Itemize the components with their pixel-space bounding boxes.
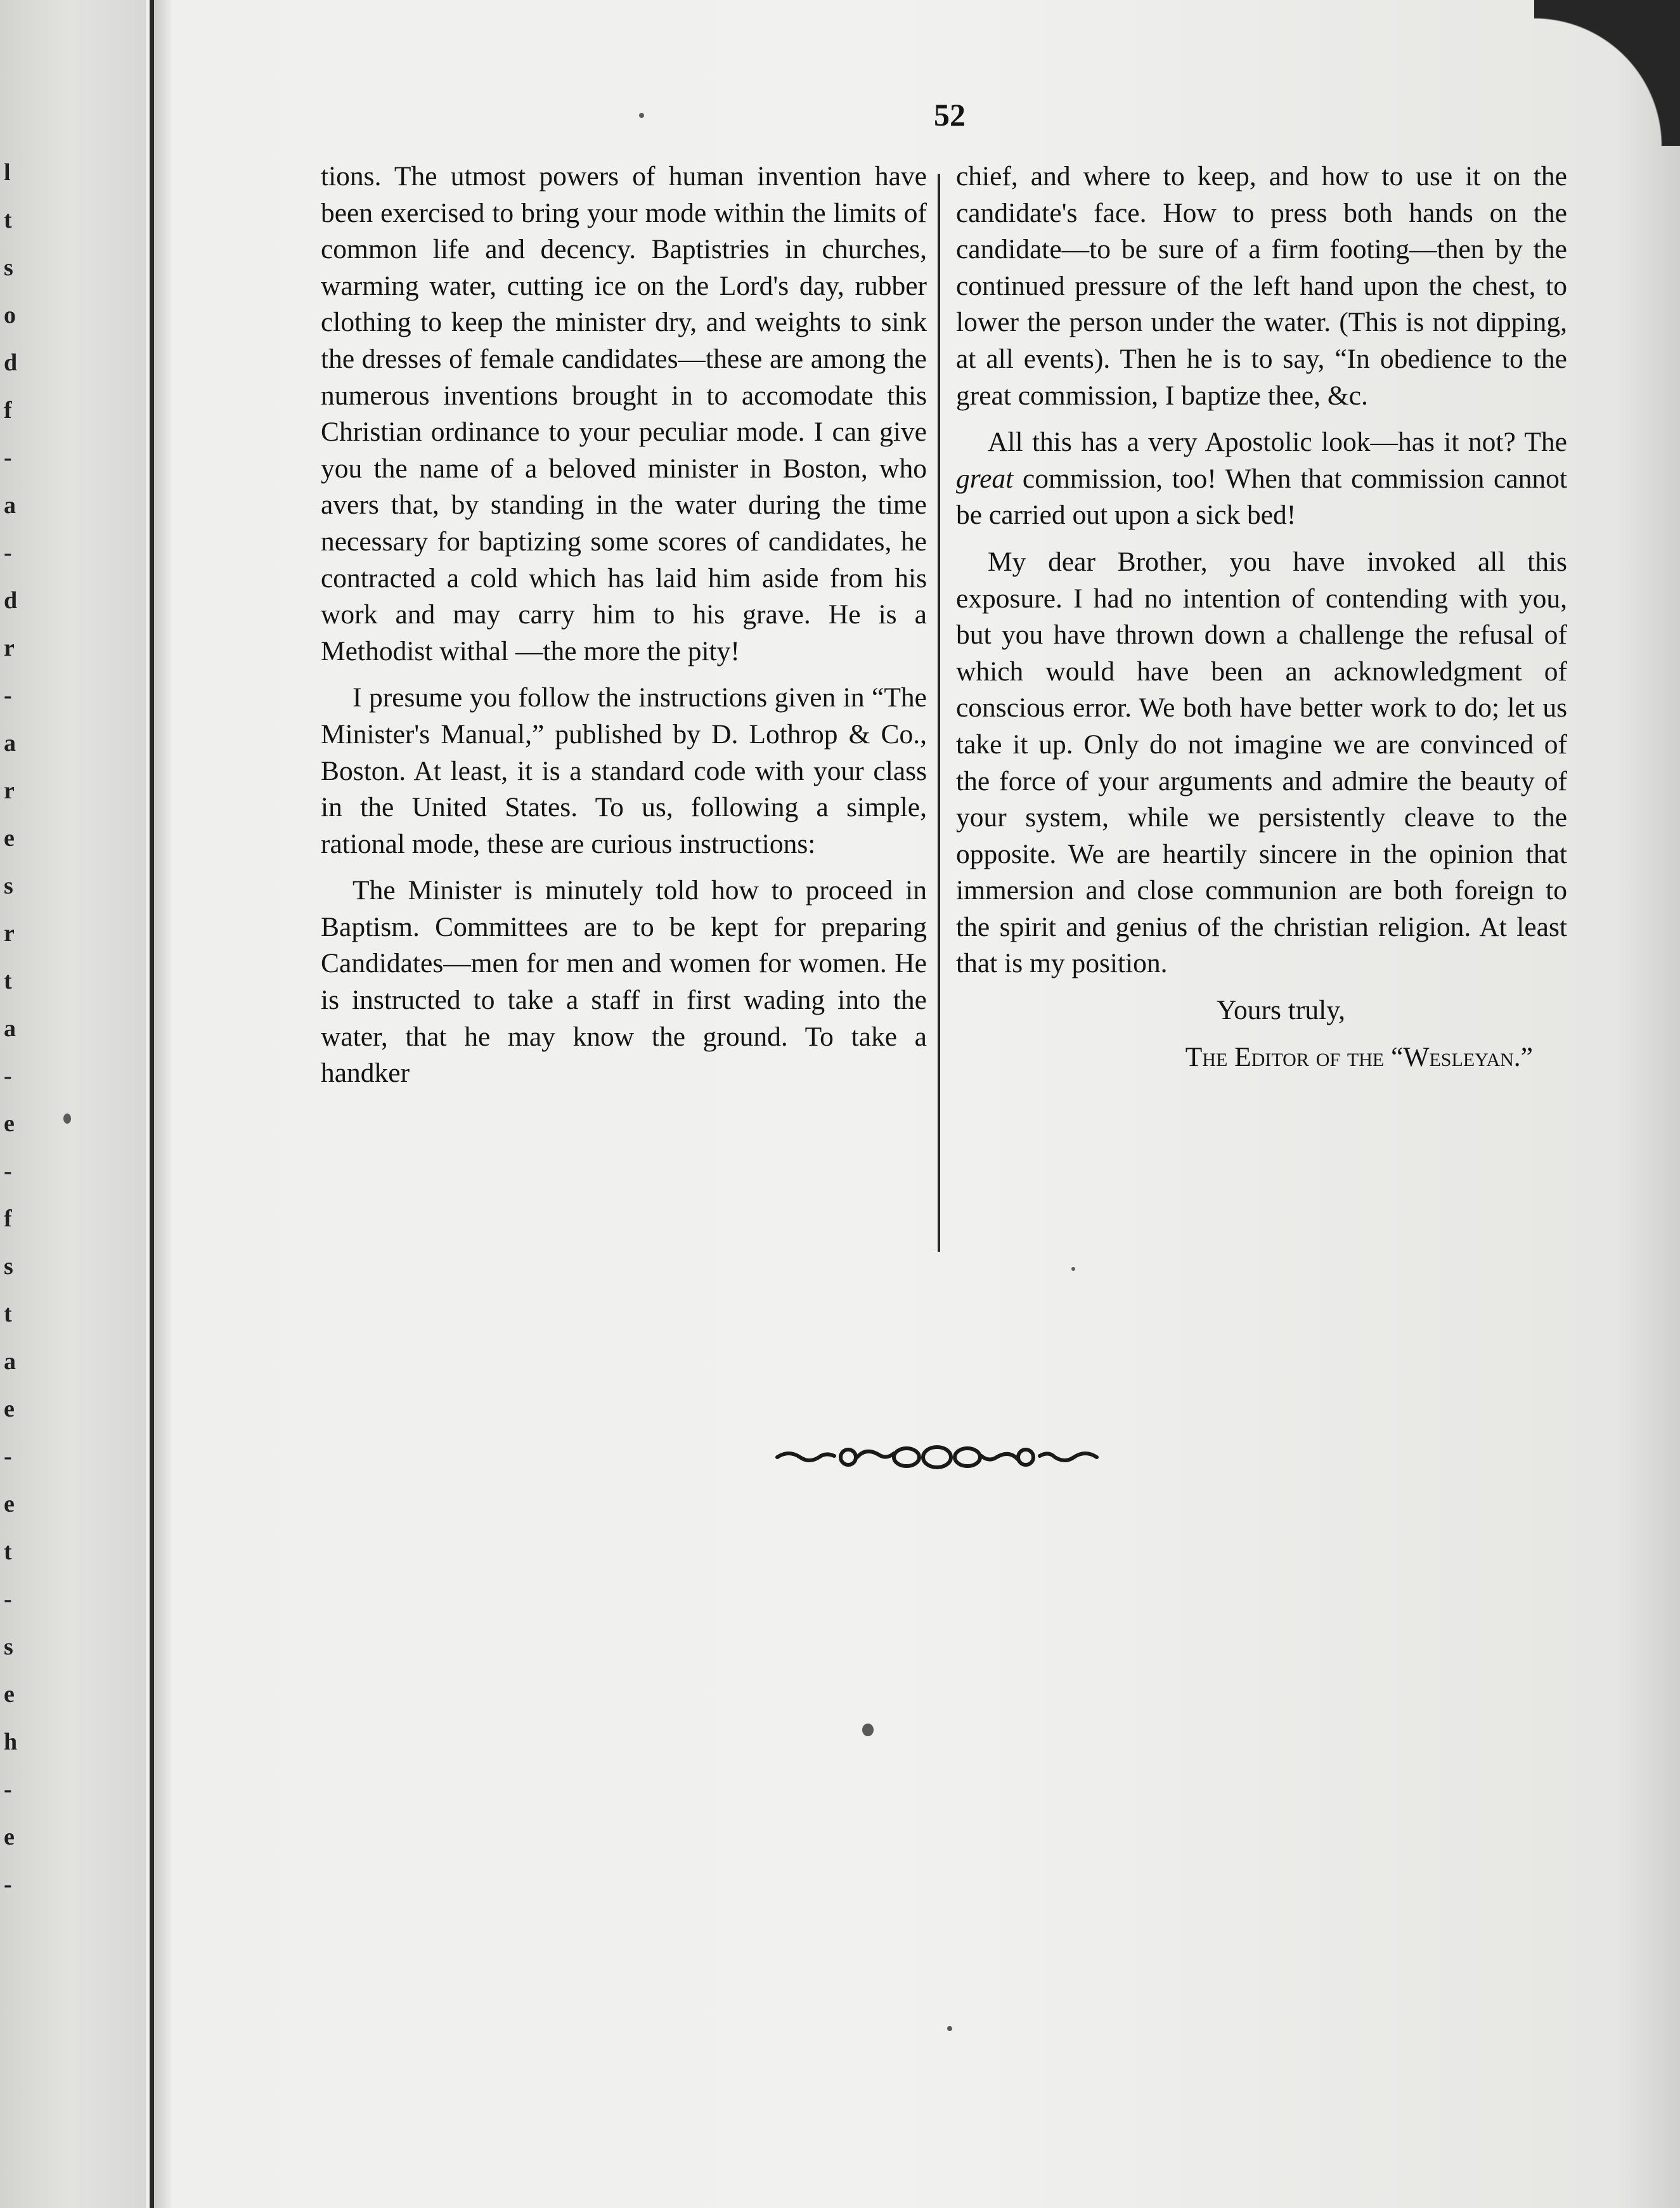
margin-letter: s [4, 254, 13, 281]
binding-fold-shadow [154, 0, 173, 2208]
paragraph-utmost-powers: tions. The utmost powers of human invention have been exercised to bring your mode within the limits of common life and decency. Baptistries in churches, warming water, cutting ice on the Lord's day, rubber clothing to keep the minister dry, and weights to sink the dresses of female candidates—these are among the numerous inventions brought in to accomodate this Christian ordinance to your peculiar mode. I can give you the name of a beloved minister in Boston, who avers that, by standing in the water during the time necessary for baptizing some scores of candidates, he contracted a cold which has laid him aside from his work and may carry him to his grave. He is a Methodist withal —the more the pity! [321, 161, 927, 666]
margin-letter: l [4, 159, 11, 186]
paragraph-dear-brother: My dear Brother, you have invoked all this exposure. I had no intention of contending with you, but you have thrown down a challenge the refusal of which would have been an acknowledgment of conscious error. We both have better work to do; let us take it up. Only do not imagine we are convinced of the force of your arguments and admire the beauty of your system, while we persistently cleave to the opposite. We are heartily sincere in the opinion that immersion and close communion are both foreign to the spirit and genius of the christian religion. At least that is my position. [956, 546, 1567, 979]
margin-letter: - [4, 1443, 12, 1470]
margin-letter: - [4, 1776, 12, 1803]
margin-letter: e [4, 1110, 15, 1137]
signature-editor: The Editor of the “Wesleyan.” [1185, 1041, 1533, 1072]
margin-letter: f [4, 397, 12, 424]
paragraph-apostolic-look [956, 424, 1567, 534]
margin-letter: t [4, 1301, 12, 1327]
margin-letter: - [4, 1871, 12, 1898]
margin-letter: e [4, 1824, 15, 1850]
margin-letter: s [4, 873, 13, 899]
margin-letter: f [4, 1205, 12, 1232]
margin-letter: t [4, 207, 12, 233]
apostolic-text-before: All this has a very Apostolic look—has it not? The [988, 427, 1567, 458]
margin-letter: h [4, 1729, 18, 1755]
margin-letter: - [4, 682, 12, 709]
left-text-column [321, 159, 927, 1092]
paragraph-ministers-manual: I presume you follow the instructions given in “The Minister's Manual,” published by D. Lothrop & Co., Boston. At least, it is a standard code with your class in the United States. To us, following a simple, rational mode, these are curious instructions: [321, 682, 927, 859]
margin-letter: a [4, 1015, 16, 1042]
column-divider-rule [938, 174, 940, 1252]
previous-page-margin-letters [0, 0, 19, 2208]
margin-letter: d [4, 349, 18, 376]
margin-letter: - [4, 1586, 12, 1613]
right-text-column [956, 159, 1567, 1075]
page-number: 52 [934, 97, 966, 133]
margin-letter: a [4, 492, 16, 519]
closing-yours-truly: Yours truly, [1216, 995, 1345, 1026]
paragraph-minister-instructed: The Minister is minutely told how to proceed in Baptism. Committees are to be kept for preparing Candidates—men for men and women for women. He is instructed to take a staff in first wading into the water, that he may know the ground. To take a handker [321, 875, 927, 1089]
great-emphasis: great [956, 463, 1014, 494]
margin-letter: e [4, 1681, 15, 1708]
margin-letter: d [4, 587, 18, 614]
ornamental-divider-icon [772, 1438, 1102, 1476]
margin-letter: - [4, 445, 12, 471]
apostolic-text-after: commission, too! When that commission cannot be carried out upon a sick bed! [956, 463, 1567, 531]
margin-letter: r [4, 920, 15, 947]
margin-letter: t [4, 968, 12, 994]
margin-letter: t [4, 1538, 12, 1565]
margin-letter: r [4, 777, 15, 804]
margin-letter: - [4, 1063, 12, 1089]
margin-letter: r [4, 635, 15, 661]
margin-letter: s [4, 1633, 13, 1660]
binding-fold-line [150, 0, 154, 2208]
margin-letter: - [4, 540, 12, 566]
paragraph-handkerchief: chief, and where to keep, and how to use it on the candidate's face. How to press both hands on the candidate—to be sure of a firm footing—then by the continued pressure of the left hand upon the chest, to lower the person under the water. (This is not dipping, at all events). Then he is to say, “In obedience to the great commission, I baptize thee, &c. [956, 161, 1567, 411]
margin-letter: e [4, 1396, 15, 1422]
margin-letter: a [4, 730, 16, 757]
margin-letter: o [4, 302, 16, 328]
page-corner-curl [1534, 0, 1680, 146]
margin-letter: e [4, 1491, 15, 1517]
margin-letter: a [4, 1348, 16, 1375]
margin-letter: e [4, 825, 15, 852]
previous-page-strip [0, 0, 146, 2208]
margin-letter: s [4, 1253, 13, 1280]
margin-letter: - [4, 1158, 12, 1185]
